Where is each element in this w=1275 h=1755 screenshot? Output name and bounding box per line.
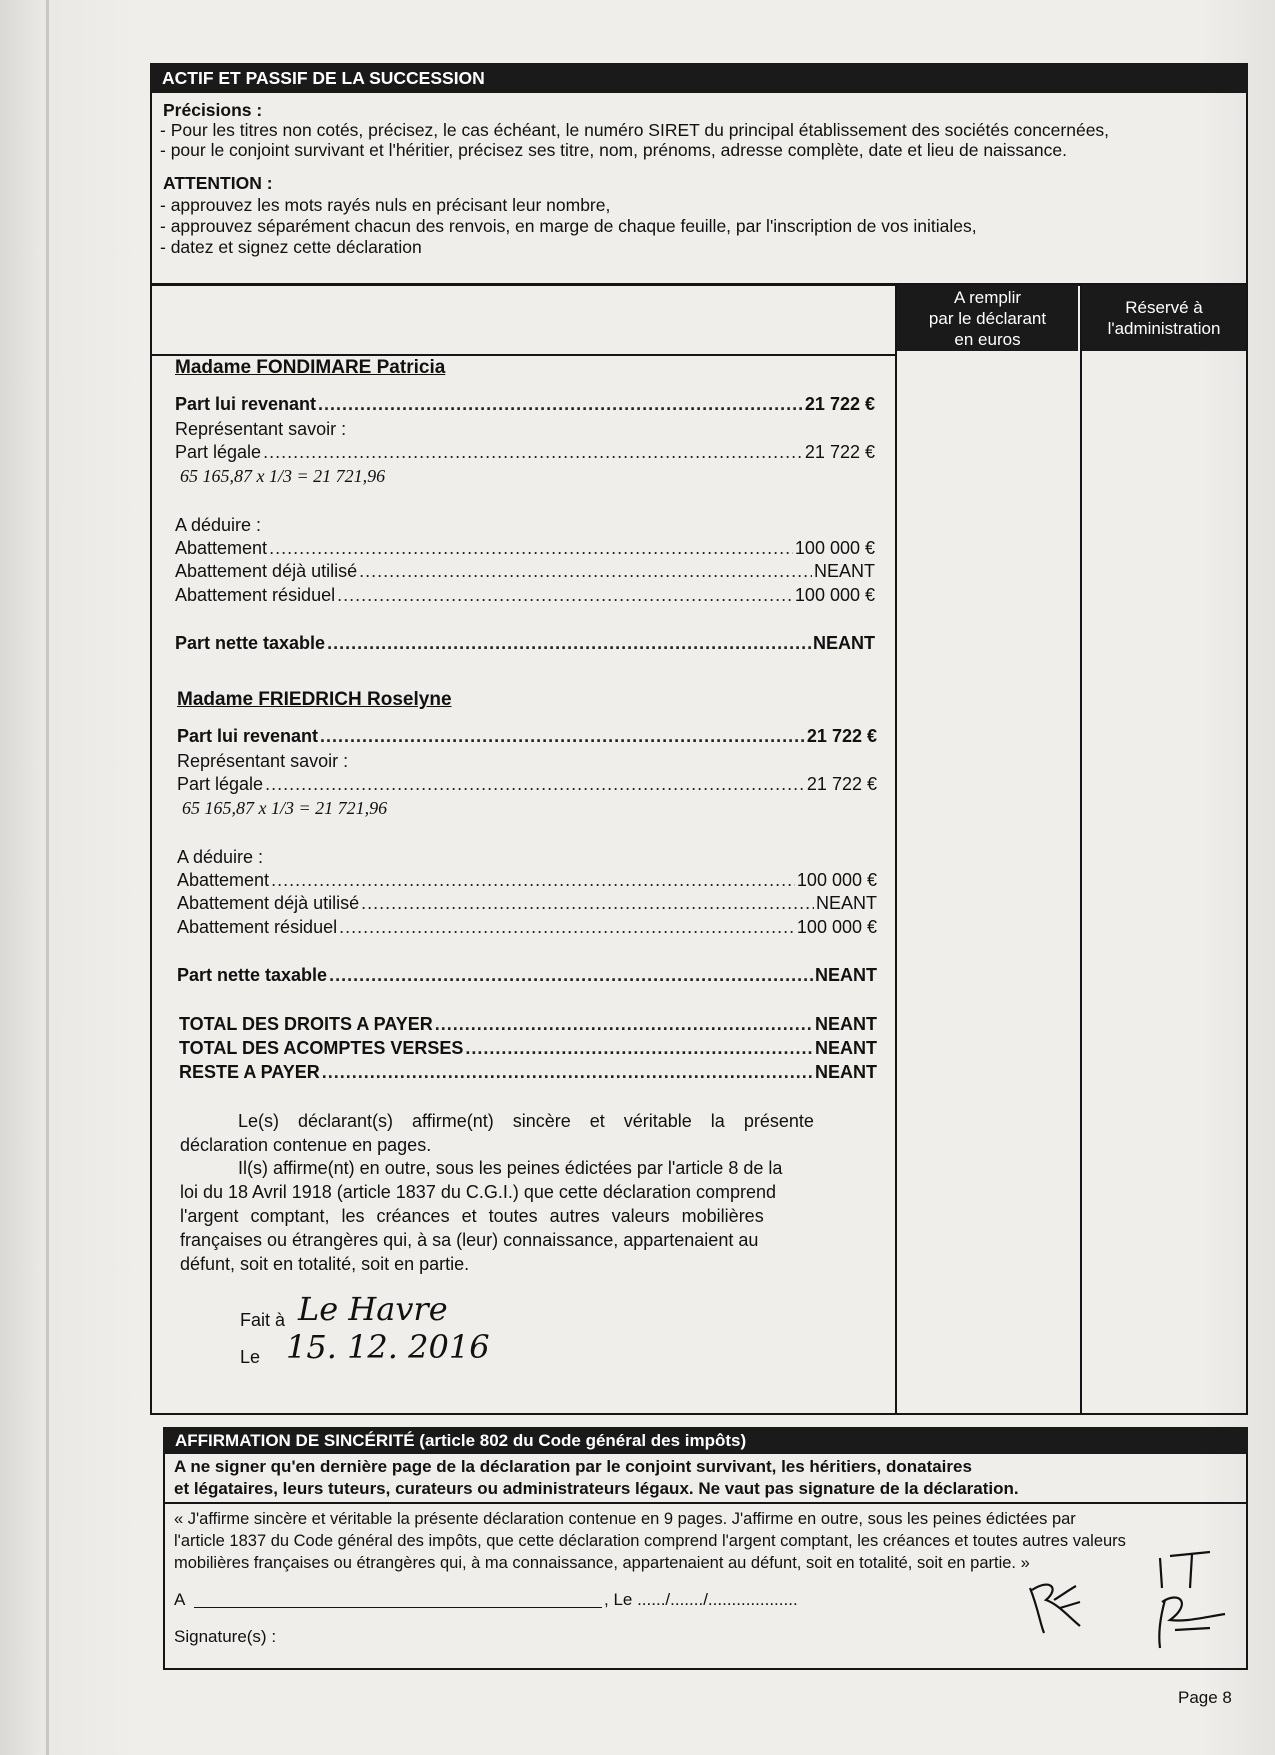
heir-1-part-legale-row [175, 441, 875, 463]
affirmation-a-label: A [174, 1590, 186, 1609]
heir-2-residuel-value: 100 000 € [796, 917, 877, 937]
heir-1-part-value: 21 722 € [804, 394, 875, 414]
precisions-title: Précisions : [163, 100, 263, 120]
heir-2-name: Madame FRIEDRICH Roselyne [177, 689, 452, 710]
heir-1-residuel-label: Abattement résiduel [175, 585, 336, 605]
heir-2-residuel-row [177, 916, 877, 938]
heir-2-part-label: Part lui revenant [177, 726, 319, 746]
le-label: Le [240, 1347, 261, 1367]
leader-dots [318, 393, 803, 415]
section-title-text: ACTIF ET PASSIF DE LA SUCCESSION [162, 67, 485, 88]
heir-2-residuel-label: Abattement résiduel [177, 917, 338, 937]
leader-dots [265, 773, 805, 795]
page-number: Page 8 [1178, 1688, 1232, 1707]
heir-2-deja-label: Abattement déjà utilisé [177, 893, 360, 913]
affirmation-signature-label: Signature(s) : [174, 1627, 277, 1646]
affirmation-text-line-3: mobilières françaises ou étrangères qui, à ma connaissance, appartenaient au défunt, soit en totalité, soit en partie. » [174, 1554, 1030, 1572]
section-title [150, 63, 1248, 93]
column-header-declarant [897, 285, 1078, 351]
heir-1-part-row [175, 393, 875, 415]
affirmation-warning-line-2: et légataires, leurs tuteurs, curateurs ou administrateurs légaux. Ne vaut pas signature de la déclaration. [174, 1479, 1019, 1498]
heir-2-part-legale-value: 21 722 € [806, 774, 877, 794]
signature-scribble [1010, 1538, 1250, 1658]
heir-2-abattement-row [177, 869, 877, 891]
attention-line-1: - approuvez les mots rayés nuls en précisant leur nombre, [160, 195, 611, 215]
heir-2-representant: Représentant savoir : [177, 751, 349, 771]
heir-2-part-value: 21 722 € [806, 726, 877, 746]
declaration-line-4: loi du 18 Avril 1918 (article 1837 du C.G.I.) que cette déclaration comprend [180, 1182, 777, 1202]
heir-1-deja-row [175, 560, 875, 582]
column-header-admin-line-1: Réservé à [1125, 298, 1203, 317]
total-acomptes-label: TOTAL DES ACOMPTES VERSES [179, 1038, 464, 1058]
leader-dots [327, 632, 811, 654]
heir-1-deja-value: NEANT [813, 561, 875, 581]
total-droits-row [179, 1013, 877, 1035]
date-handwritten: 15. 12. 2016 [286, 1328, 490, 1366]
heir-1-calc: 65 165,87 x 1/3 = 21 721,96 [180, 466, 386, 486]
leader-dots [435, 1013, 813, 1035]
affirmation-title [163, 1427, 1248, 1454]
declaration-line-7: défunt, soit en totalité, soit en partie. [180, 1254, 470, 1274]
heir-2-nette-row [177, 964, 877, 986]
attention-title: ATTENTION : [163, 173, 273, 193]
total-acomptes-value: NEANT [815, 1038, 877, 1058]
affirmation-title-text: AFFIRMATION DE SINCÉRITÉ (article 802 du Code général des impôts) [175, 1430, 747, 1450]
heir-1-residuel-row [175, 584, 875, 606]
declaration-line-2: déclaration contenue en pages. [180, 1135, 432, 1155]
total-droits-label: TOTAL DES DROITS A PAYER [179, 1014, 433, 1034]
heir-1-representant: Représentant savoir : [175, 419, 347, 439]
heir-1-abattement-value: 100 000 € [794, 538, 875, 558]
heir-2-nette-label: Part nette taxable [177, 965, 328, 985]
column-header-declarant-line-1: A remplir [953, 287, 1022, 307]
fait-a-label: Fait à [240, 1310, 286, 1330]
affirmation-date-field[interactable]: , Le ....../......./................... [604, 1590, 798, 1609]
affirmation-warning-line-1: A ne signer qu'en dernière page de la déclaration par le conjoint survivant, les héritiers, donataires [174, 1457, 972, 1476]
column-header-admin-line-2: l'administration [1107, 319, 1221, 338]
leader-dots [320, 725, 805, 747]
scan-edge [46, 0, 49, 1755]
heir-1-abattement-label: Abattement [175, 538, 268, 558]
leader-dots [337, 584, 793, 606]
leader-dots [361, 892, 814, 914]
heir-1-nette-value: NEANT [813, 633, 875, 653]
heir-2-a-deduire: A déduire : [177, 847, 264, 867]
heir-1-part-label: Part lui revenant [175, 394, 317, 414]
heir-2-deja-value: NEANT [815, 893, 877, 913]
heir-2-calc: 65 165,87 x 1/3 = 21 721,96 [182, 798, 388, 818]
declaration-line-5: l'argent comptant, les créances et toutes autres valeurs mobilières [180, 1206, 764, 1226]
affirmation-divider [163, 1502, 1248, 1504]
heir-2-abattement-label: Abattement [177, 870, 270, 890]
column-header-declarant-line-2: par le déclarant [928, 308, 1047, 328]
reste-a-payer-value: NEANT [815, 1062, 877, 1082]
heir-2-abattement-value: 100 000 € [796, 870, 877, 890]
heir-2-nette-value: NEANT [815, 965, 877, 985]
column-header-admin [1082, 285, 1246, 351]
leader-dots [465, 1037, 813, 1059]
leader-dots [339, 916, 795, 938]
precisions-line-2: - pour le conjoint survivant et l'héritier, précisez ses titre, nom, prénoms, adresse complète, date et lieu de naissance. [160, 140, 1067, 160]
heir-1-abattement-row [175, 537, 875, 559]
attention-line-3: - datez et signez cette déclaration [160, 237, 422, 257]
declaration-line-1: Le(s) déclarant(s) affirme(nt) sincère et véritable la présente [238, 1111, 814, 1131]
heir-2-part-legale-label: Part légale [177, 774, 264, 794]
heir-2-part-legale-row [177, 773, 877, 795]
heir-2-part-row [177, 725, 877, 747]
affirmation-text-line-1: « J'affirme sincère et véritable la présente déclaration contenue en 9 pages. J'affirme en outre, sous les peines édictées par [174, 1510, 1076, 1528]
reste-a-payer-row [179, 1061, 877, 1083]
table-header-divider [150, 354, 895, 356]
leader-dots [329, 964, 813, 986]
leader-dots [359, 560, 812, 582]
leader-dots [271, 869, 795, 891]
leader-dots [269, 537, 793, 559]
heir-1-deja-label: Abattement déjà utilisé [175, 561, 358, 581]
affirmation-place-line[interactable] [194, 1607, 602, 1608]
declaration-line-6: françaises ou étrangères qui, à sa (leur) connaissance, appartenaient au [180, 1230, 759, 1250]
attention-line-2: - approuvez séparément chacun des renvois, en marge de chaque feuille, par l'inscription de vos initiales, [160, 216, 977, 236]
heir-1-part-legale-value: 21 722 € [804, 442, 875, 462]
heir-1-a-deduire: A déduire : [175, 515, 262, 535]
heir-1-nette-row [175, 632, 875, 654]
heir-2-deja-row [177, 892, 877, 914]
leader-dots [322, 1061, 813, 1083]
total-acomptes-row [179, 1037, 877, 1059]
heir-1-residuel-value: 100 000 € [794, 585, 875, 605]
heir-1-part-legale-label: Part légale [175, 442, 262, 462]
declaration-line-3: Il(s) affirme(nt) en outre, sous les peines édictées par l'article 8 de la [238, 1158, 783, 1178]
heir-1-nette-label: Part nette taxable [175, 633, 326, 653]
fait-a-handwritten: Le Havre [298, 1290, 448, 1328]
reste-a-payer-label: RESTE A PAYER [179, 1062, 320, 1082]
precisions-line-1: - Pour les titres non cotés, précisez, le cas échéant, le numéro SIRET du principal établissement des sociétés concernées, [160, 120, 1110, 140]
heir-1-name: Madame FONDIMARE Patricia [175, 357, 446, 378]
total-droits-value: NEANT [815, 1014, 877, 1034]
column-divider-left [895, 283, 897, 1415]
leader-dots [263, 441, 803, 463]
column-divider-right [1080, 283, 1082, 1415]
column-header-declarant-line-3: en euros [954, 329, 1021, 349]
affirmation-text-line-2: l'article 1837 du Code général des impôts, que cette déclaration comprend l'argent comptant, les créances et toutes autres valeurs [174, 1532, 1126, 1550]
